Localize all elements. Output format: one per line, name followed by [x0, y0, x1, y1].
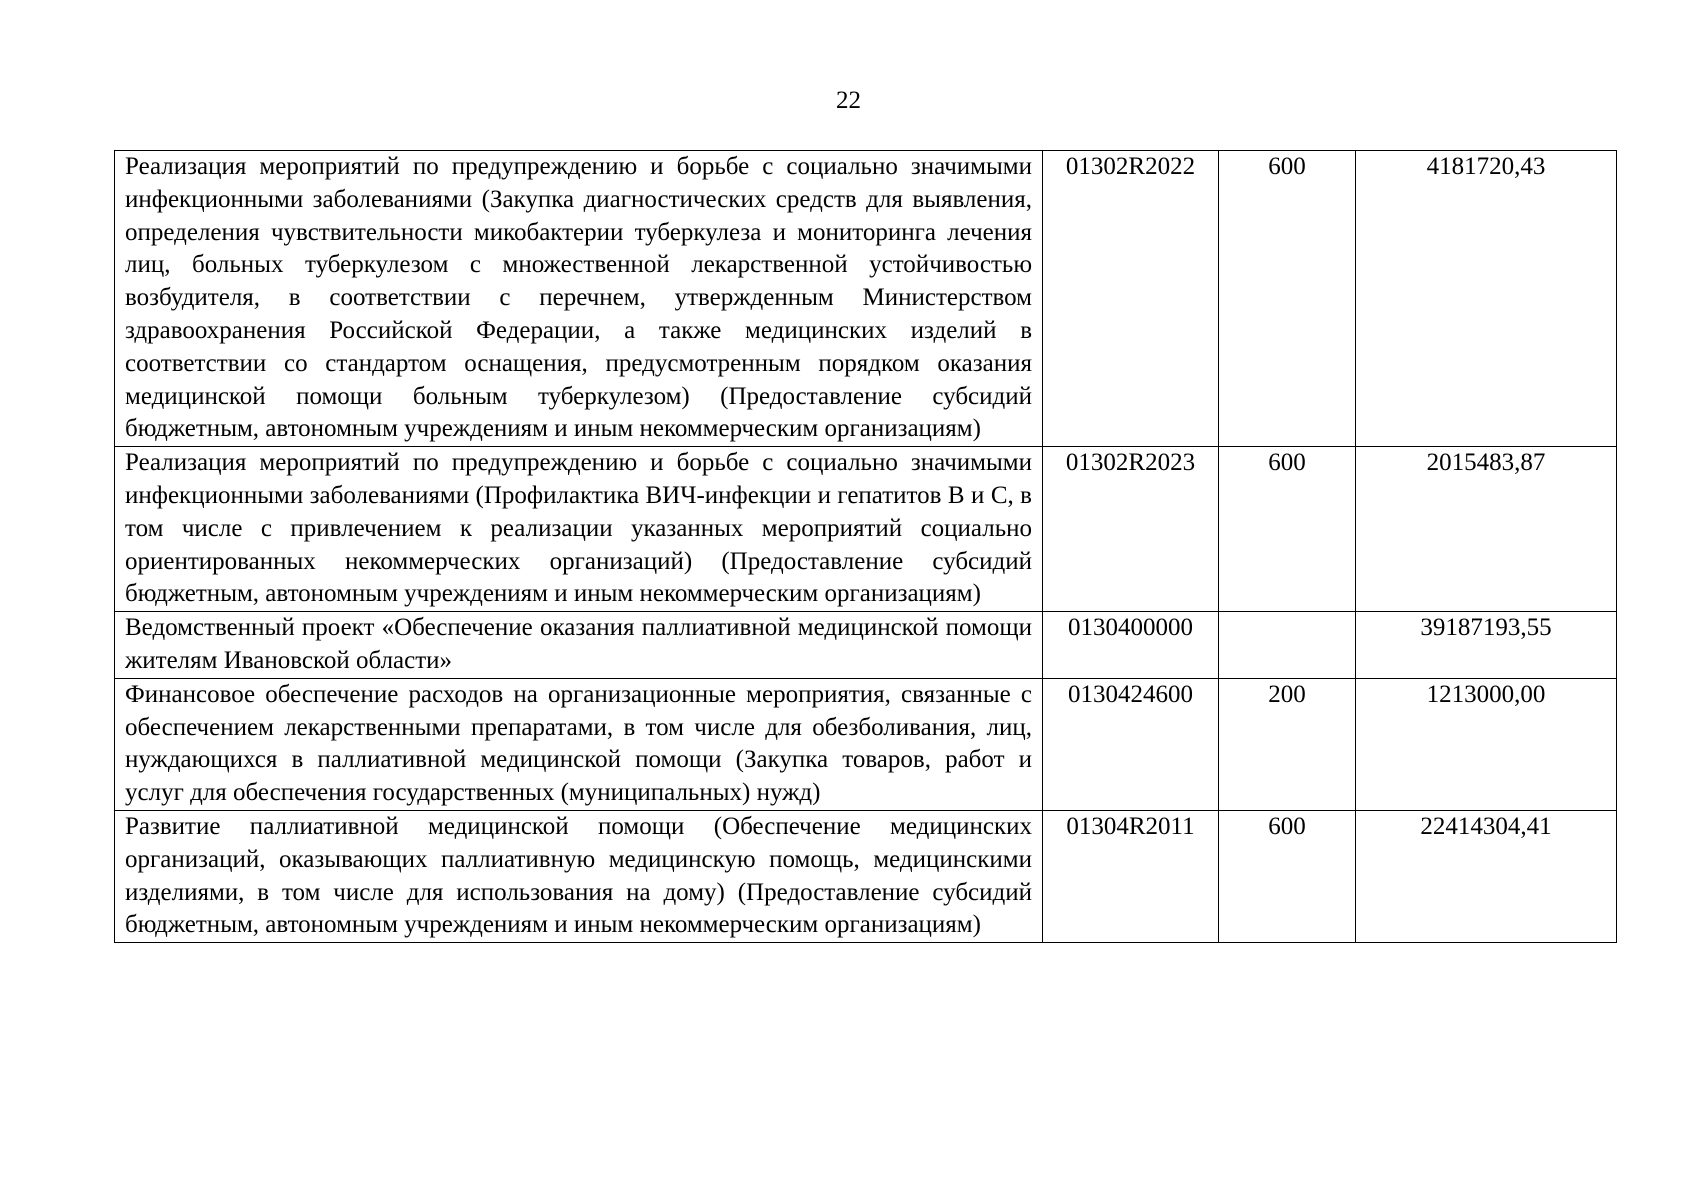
- row-description: Реализация мероприятий по предупреждению и борьбе с социально значимыми инфекционными заболеваниями (Профилактика ВИЧ-инфекции и гепатитов В и С, в том числе с привлечением к реализации указанных мероприятий социально ориентированных некоммерческих организаций) (Предоставление субсидий бюджетным, автономным учреждениям и иным некоммерческим организациям): [115, 447, 1043, 612]
- row-expense-type: 200: [1219, 678, 1356, 810]
- row-description: Реализация мероприятий по предупреждению и борьбе с социально значимыми инфекционными заболеваниями (Закупка диагностических средств для выявления, определения чувствительности микобактерии туберкулеза и мониторинга лечения лиц, больных туберкулезом с множественной лекарственной устойчивостью возбудителя, в соответствии с перечнем, утвержденным Министерством здравоохранения Российской Федерации, а также медицинских изделий в соответствии со стандартом оснащения, предусмотренным порядком оказания медицинской помощи больным туберкулезом) (Предоставление субсидий бюджетным, автономным учреждениям и иным некоммерческим организациям): [115, 151, 1043, 447]
- table-row: [115, 447, 1617, 612]
- budget-table: [114, 150, 1617, 943]
- row-amount: 22414304,41: [1356, 810, 1617, 942]
- table-row: [115, 678, 1617, 810]
- row-expense-type: 600: [1219, 810, 1356, 942]
- row-description: Финансовое обеспечение расходов на организационные мероприятия, связанные с обеспечением лекарственными препаратами, в том числе для обезболивания, лиц, нуждающихся в паллиативной медицинской помощи (Закупка товаров, работ и услуг для обеспечения государственных (муниципальных) нужд): [115, 678, 1043, 810]
- row-target-code: 01302R2023: [1043, 447, 1219, 612]
- table-row: [115, 810, 1617, 942]
- row-description: Ведомственный проект «Обеспечение оказания паллиативной медицинской помощи жителям Ивановской области»: [115, 612, 1043, 679]
- table-row: [115, 151, 1617, 447]
- table-row: [115, 612, 1617, 679]
- row-amount: 4181720,43: [1356, 151, 1617, 447]
- row-amount: 39187193,55: [1356, 612, 1617, 679]
- row-target-code: 01302R2022: [1043, 151, 1219, 447]
- row-target-code: 0130424600: [1043, 678, 1219, 810]
- row-amount: 2015483,87: [1356, 447, 1617, 612]
- row-expense-type: 600: [1219, 447, 1356, 612]
- row-target-code: 0130400000: [1043, 612, 1219, 679]
- page-number: 22: [836, 87, 861, 114]
- row-amount: 1213000,00: [1356, 678, 1617, 810]
- row-expense-type: [1219, 612, 1356, 679]
- row-description: Развитие паллиативной медицинской помощи (Обеспечение медицинских организаций, оказывающих паллиативную медицинскую помощь, медицинскими изделиями, в том числе для использования на дому) (Предоставление субсидий бюджетным, автономным учреждениям и иным некоммерческим организациям): [115, 810, 1043, 942]
- row-target-code: 01304R2011: [1043, 810, 1219, 942]
- row-expense-type: 600: [1219, 151, 1356, 447]
